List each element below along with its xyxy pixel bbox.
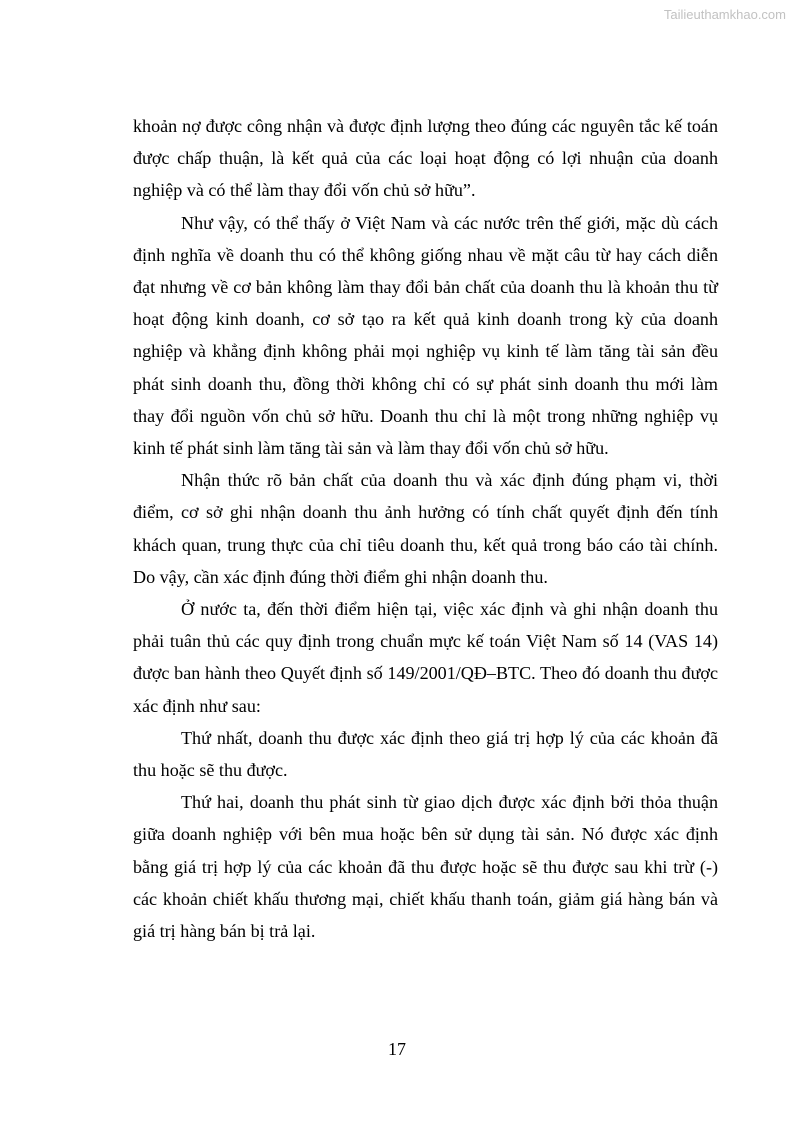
paragraph-vas14: Ở nước ta, đến thời điểm hiện tại, việc xác định và ghi nhận doanh thu phải tuân thủ các quy định trong chuẩn mực kế toán Việt Nam số 14 (VAS 14) được ban hành theo Quyết định số 149/2001/QĐ–BTC. Theo đó doanh thu được xác định như sau:: [133, 599, 718, 716]
paragraph-recognition-timing: Nhận thức rõ bản chất của doanh thu và xác định đúng phạm vi, thời điểm, cơ sở ghi nhận doanh thu ảnh hưởng có tính chất quyết định đến tính khách quan, trung thực của chỉ tiêu doanh thu, kết quả trong báo cáo tài chính. Do vậy, cần xác định đúng thời điểm ghi nhận doanh thu.: [133, 470, 718, 587]
paragraph-continuation: khoản nợ được công nhận và được định lượng theo đúng các nguyên tắc kế toán được chấp thuận, là kết quả của các loại hoạt động có lợi nhuận của doanh nghiệp và có thể làm thay đổi vốn chủ sở hữu”.: [133, 116, 718, 201]
paragraph-first-rule: Thứ nhất, doanh thu được xác định theo giá trị hợp lý của các khoản đã thu hoặc sẽ thu được.: [133, 727, 718, 781]
paragraph-second-rule: Thứ hai, doanh thu phát sinh từ giao dịch được xác định bởi thỏa thuận giữa doanh nghiệp với bên mua hoặc bên sử dụng tài sản. Nó được xác định bằng giá trị hợp lý của các khoản đã thu được hoặc sẽ thu được sau khi trừ (-) các khoản chiết khấu thương mại, chiết khấu thanh toán, giảm giá hàng bán và giá trị hàng bán bị trả lại.: [133, 792, 718, 942]
watermark-text: Tailieuthamkhao.com: [663, 7, 786, 22]
document-body: [133, 110, 718, 947]
paragraph-definition-comparison: Như vậy, có thể thấy ở Việt Nam và các nước trên thế giới, mặc dù cách định nghĩa về doanh thu có thể không giống nhau về mặt câu từ hay cách diễn đạt nhưng về cơ bản không làm thay đổi bản chất của doanh thu là khoản thu từ hoạt động kinh doanh, cơ sở tạo ra kết quả kinh doanh trong kỳ của doanh nghiệp và khẳng định không phải mọi nghiệp vụ kinh tế làm tăng tài sản đều phát sinh doanh thu, đồng thời không chỉ có sự phát sinh doanh thu mới làm thay đổi nguồn vốn chủ sở hữu. Doanh thu chỉ là một trong những nghiệp vụ kinh tế phát sinh làm tăng tài sản và làm thay đổi vốn chủ sở hữu.: [133, 212, 718, 459]
page-number: 17: [388, 1039, 406, 1059]
